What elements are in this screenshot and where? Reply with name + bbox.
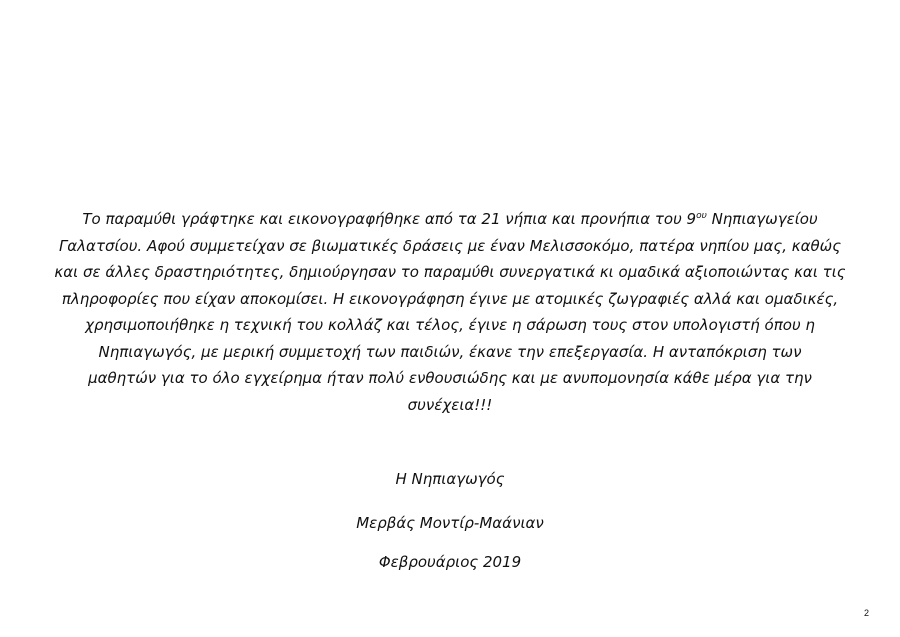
paragraph-line-2: Γαλατσίου. Αφού συμμετείχαν σε βιωματικές δράσεις με έναν Μελισσοκόμο, πατέρα νηπίου μας, καθώς <box>58 236 842 255</box>
page-number: 2 <box>864 608 870 618</box>
paragraph-line-1-end: Νηπιαγωγείου <box>706 210 818 228</box>
paragraph-line-7: μαθητών για το όλο εγχείρημα ήταν πολύ ενθουσιώδης και με ανυπομονησία κάθε μέρα για την <box>88 369 812 387</box>
paragraph-line-3: και σε άλλες δραστηριότητες, δημιούργησαν το παραμύθι συνεργατικά κι ομαδικά αξιοποιώντας και τις <box>54 263 846 281</box>
signature-date: Φεβρουάριος 2019 <box>378 553 522 571</box>
paragraph-line-8: συνέχεια!!! <box>407 395 493 414</box>
paragraph-line-6: Νηπιαγωγός, με μερική συμμετοχή των παιδιών, έκανε την επεξεργασία. Η ανταπόκριση των <box>98 342 802 361</box>
paragraph-line-5: χρησιμοποιήθηκε η τεχνική του κολλάζ και τέλος, έγινε η σάρωση τους στον υπολογιστή όπου η <box>85 316 815 334</box>
intro-paragraph <box>38 206 862 418</box>
paragraph-line-1-text: Το παραμύθι γράφτηκε και εικονογραφήθηκε από τα 21 νήπια και προνήπια του 9 <box>82 210 697 228</box>
paragraph-line-4: πληροφορίες που είχαν αποκομίσει. Η εικονογράφηση έγινε με ατομικές ζωγραφιές αλλά και ομαδικές, <box>61 289 839 308</box>
signature-role: Η Νηπιαγωγός <box>395 470 505 488</box>
paragraph-line-1 <box>38 206 862 233</box>
signature-name: Μερβάς Μοντίρ-Μαάνιαν <box>356 514 544 532</box>
ordinal-superscript: ου <box>696 211 707 221</box>
